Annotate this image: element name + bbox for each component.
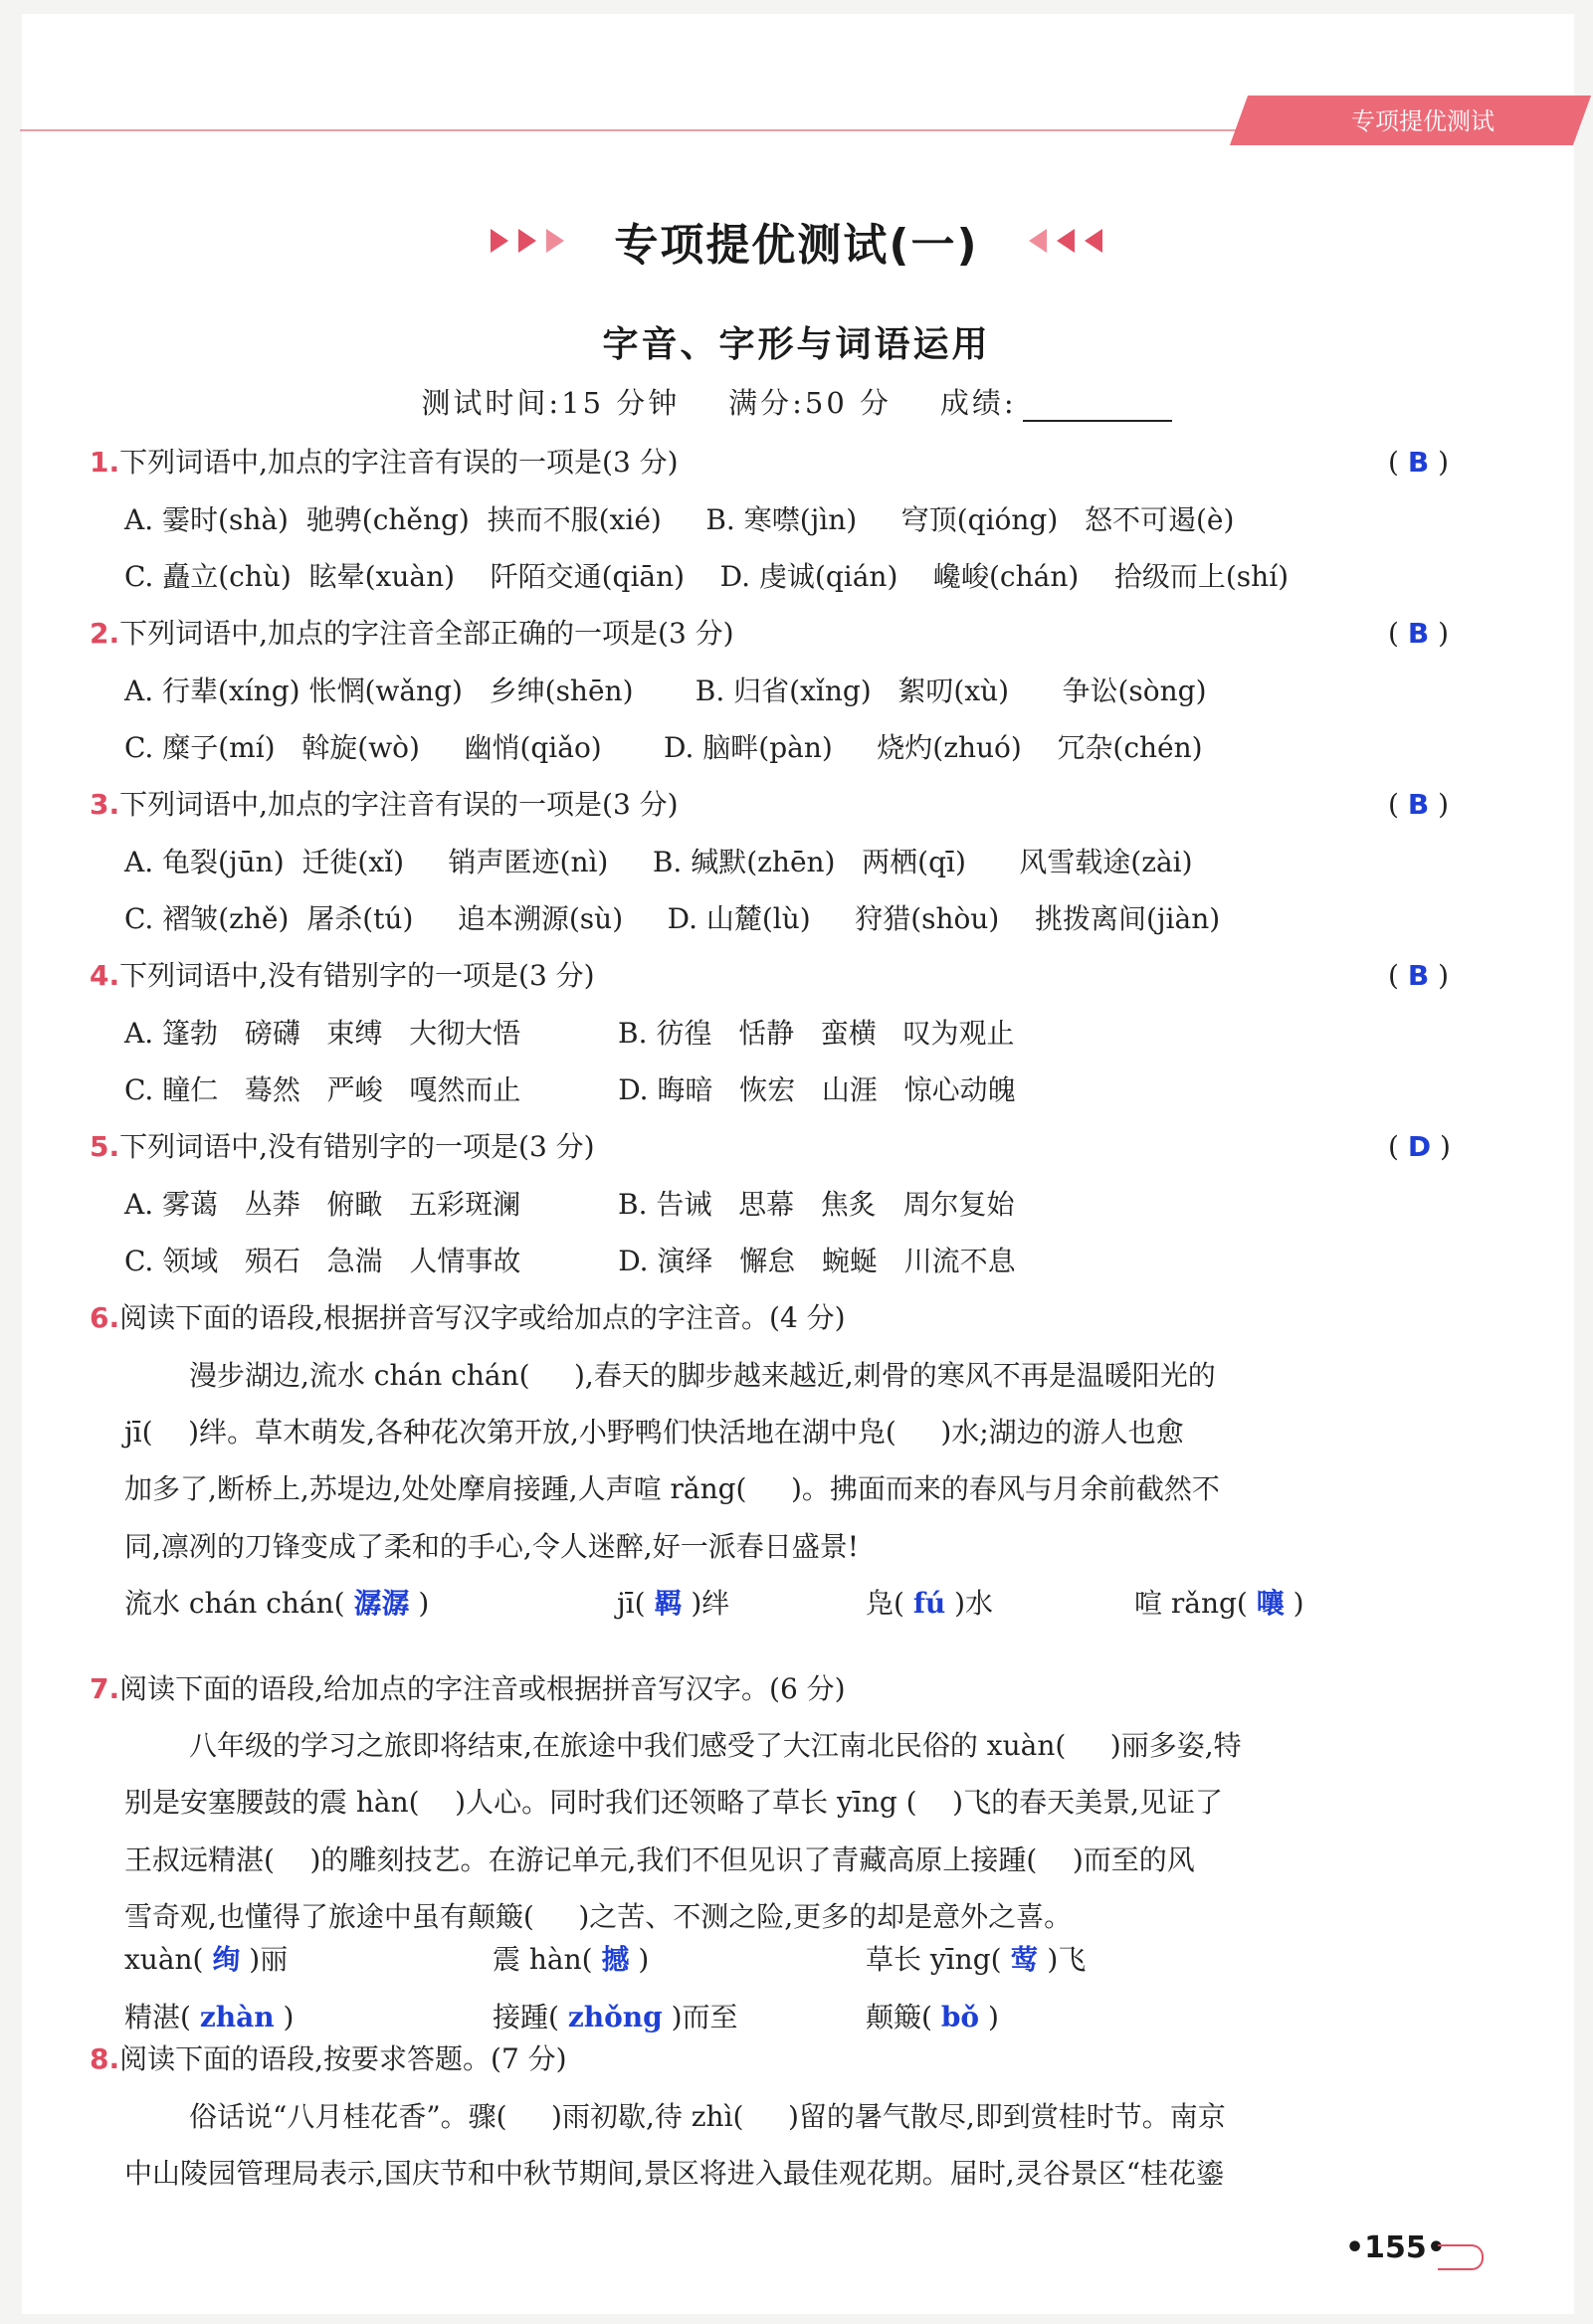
question-text: 下列词语中,没有错别字的一项是(3 分) — [119, 959, 595, 992]
question-line — [189, 1356, 1216, 1396]
header-rule — [20, 129, 1264, 131]
fill-answer: 嚷 — [1256, 1587, 1285, 1620]
answer-bracket: ( B ) — [1388, 959, 1449, 992]
question-line — [124, 557, 1289, 597]
fill-answer: bǒ — [940, 2001, 980, 2034]
question-text: C. 糜子(mí) 斡旋(wò) 幽悄(qiǎo) D. 脑畔(pàn) 烧灼(zhuó) 冗杂(chén) — [124, 731, 1203, 764]
question-number: 8. — [90, 2042, 120, 2075]
question-text: 下列词语中,加点的字注音有误的一项是(3 分) — [119, 446, 679, 479]
fill-answer-item: 精湛( zhàn ) — [124, 2001, 295, 2034]
question-line — [124, 1070, 1016, 1110]
question-text: 王叔远精湛( )的雕刻技艺。在游记单元,我们不但见识了青藏高原上接踵( )而至的风 — [124, 1843, 1195, 1876]
test-grade-label: 成绩: — [939, 386, 1017, 420]
question-stem — [90, 2039, 567, 2079]
question-stem — [90, 1298, 846, 1338]
question-line — [189, 2097, 1226, 2137]
arrow-left-icon — [1029, 229, 1047, 253]
page-number: •155• — [1345, 2230, 1446, 2265]
question-number: 3. — [90, 788, 120, 821]
question-line — [124, 1469, 1220, 1509]
question-number: 5. — [90, 1130, 120, 1163]
arrow-left-icon — [1085, 229, 1102, 253]
question-line — [124, 843, 1193, 882]
fill-answer: 羁 — [654, 1587, 683, 1620]
question-line — [124, 672, 1207, 711]
fill-answer: 绚 — [212, 1943, 241, 1976]
question-line — [124, 1897, 1072, 1937]
question-line — [124, 1527, 859, 1567]
grade-blank — [1023, 420, 1172, 422]
question-stem — [90, 1669, 846, 1709]
fill-answer: zhàn — [199, 2001, 275, 2034]
question-text: A. 篷勃 磅礴 束缚 大彻大悟 B. 彷徨 恬静 蛮横 叹为观止 — [124, 1017, 1015, 1050]
question-number: 7. — [90, 1672, 120, 1705]
arrow-right-icon — [491, 229, 508, 253]
page-subtitle: 字音、字形与词语运用 — [602, 324, 991, 365]
answer-bracket: ( B ) — [1388, 788, 1449, 821]
fill-answer-item: 草长 yīng( 莺 )飞 — [866, 1943, 1087, 1976]
question-line — [124, 1783, 1223, 1823]
arrow-left-icon — [1057, 229, 1075, 253]
answer-choice: B — [1407, 959, 1430, 992]
question-text: C. 瞳仁 蓦然 严峻 嘎然而止 D. 晦暗 恢宏 山涯 惊心动魄 — [124, 1073, 1016, 1106]
question-stem — [90, 956, 595, 996]
test-meta — [0, 381, 1593, 422]
answer-choice: D — [1407, 1130, 1432, 1163]
question-line — [124, 1014, 1015, 1054]
page-title: 专项提优测试(一) — [614, 220, 979, 271]
answer-choice: B — [1407, 446, 1430, 479]
fill-answer: 莺 — [1010, 1943, 1039, 1976]
question-text: 别是安塞腰鼓的震 hàn( )人心。同时我们还领略了草长 yīng ( )飞的春天美景,见证了 — [124, 1786, 1223, 1819]
question-text: jī( )绊。草木萌发,各种花次第开放,小野鸭们快活地在湖中凫( )水;湖边的游人也愈 — [124, 1416, 1184, 1449]
question-text: A. 霎时(shà) 驰骋(chěng) 挟而不服(xié) B. 寒噤(jìn) 穹顶(qióng) 怒不可遏(è) — [124, 503, 1235, 536]
fill-answer-item: 凫( fú )水 — [866, 1587, 994, 1620]
fill-answer-item: 喧 rǎng( 嚷 ) — [1134, 1587, 1304, 1620]
question-text: 雪奇观,也懂得了旅途中虽有颠簸( )之苦、不测之险,更多的却是意外之喜。 — [124, 1900, 1073, 1933]
question-text: 下列词语中,加点的字注音有误的一项是(3 分) — [119, 788, 679, 821]
question-text: C. 矗立(chù) 眩晕(xuàn) 阡陌交通(qiān) D. 虔诚(qián) 巉峻(chán) 拾级而上(shí) — [124, 560, 1290, 593]
answer-choice: B — [1407, 788, 1430, 821]
question-number: 6. — [90, 1301, 120, 1334]
arrow-right-icon — [546, 229, 564, 253]
question-line — [124, 1185, 1015, 1225]
question-line — [124, 2154, 1224, 2194]
question-text: 加多了,断桥上,苏堤边,处处摩肩接踵,人声喧 rǎng( )。拂面而来的春风与月余前截然不 — [124, 1472, 1220, 1505]
question-text: 中山陵园管理局表示,国庆节和中秋节期间,景区将进入最佳观花期。届时,灵谷景区“桂花鎏 — [124, 2157, 1225, 2190]
fill-answer: zhǒng — [567, 2001, 663, 2034]
question-number: 4. — [90, 959, 120, 992]
question-text: 八年级的学习之旅即将结束,在旅途中我们感受了大江南北民俗的 xuàn( )丽多姿,特 — [189, 1729, 1242, 1762]
question-text: 下列词语中,没有错别字的一项是(3 分) — [119, 1130, 595, 1163]
fill-answer-item: jī( 羁 )绊 — [617, 1587, 730, 1620]
answer-bracket: ( B ) — [1388, 446, 1449, 479]
fill-answer-item: xuàn( 绚 )丽 — [124, 1943, 289, 1976]
test-score: 满分:50 分 — [728, 386, 892, 420]
question-line — [124, 500, 1234, 540]
title-row — [0, 209, 1593, 273]
question-text: C. 领域 殒石 急湍 人情事故 D. 演绎 懈怠 蜿蜒 川流不息 — [124, 1245, 1016, 1277]
question-text: 下列词语中,加点的字注音全部正确的一项是(3 分) — [119, 617, 734, 650]
question-text: A. 行辈(xíng) 怅惘(wǎng) 乡绅(shēn) B. 归省(xǐng) 絮叨(xù) 争讼(sòng) — [124, 675, 1207, 707]
question-text: 阅读下面的语段,按要求答题。(7 分) — [119, 2042, 567, 2075]
test-time: 测试时间:15 分钟 — [421, 386, 681, 420]
question-stem — [90, 614, 734, 654]
question-line — [124, 899, 1220, 939]
answer-bracket: ( D ) — [1388, 1130, 1451, 1163]
fill-answer-item: 接踵( zhǒng )而至 — [493, 2001, 738, 2034]
section-tab-label: 专项提优测试 — [1351, 107, 1494, 135]
question-number: 2. — [90, 617, 120, 650]
page-number-ornament — [1438, 2244, 1484, 2270]
question-line — [124, 728, 1203, 768]
fill-answer-item: 颠簸( bǒ ) — [866, 2001, 999, 2034]
arrow-right-icon — [518, 229, 536, 253]
question-text: 俗话说“八月桂花香”。骤( )雨初歇,待 zhì( )留的暑气散尽,即到赏桂时节。南京 — [189, 2100, 1226, 2133]
question-stem — [90, 443, 679, 483]
question-line — [124, 1840, 1195, 1880]
fill-answer: 潺潺 — [353, 1587, 410, 1620]
question-text: 漫步湖边,流水 chán chán( ),春天的脚步越来越近,刺骨的寒风不再是温暖阳光的 — [189, 1359, 1216, 1392]
question-text: A. 龟裂(jūn) 迁徙(xǐ) 销声匿迹(nì) B. 缄默(zhēn) 两栖(qī) 风雪载途(zài) — [124, 846, 1193, 878]
fill-answer: fú — [912, 1587, 946, 1620]
question-line — [124, 1413, 1184, 1452]
question-text: 同,凛冽的刀锋变成了柔和的手心,令人迷醉,好一派春日盛景! — [124, 1530, 859, 1563]
answer-choice: B — [1407, 617, 1430, 650]
question-text: C. 褶皱(zhě) 屠杀(tú) 追本溯源(sù) D. 山麓(lù) 狩猎(shòu) 挑拨离间(jiàn) — [124, 902, 1221, 935]
fill-answer: 撼 — [601, 1943, 630, 1976]
fill-answer-item: 震 hàn( 撼 ) — [493, 1943, 650, 1976]
question-line — [189, 1726, 1242, 1766]
question-stem — [90, 785, 679, 825]
question-text: 阅读下面的语段,给加点的字注音或根据拼音写汉字。(6 分) — [119, 1672, 846, 1705]
question-text: 阅读下面的语段,根据拼音写汉字或给加点的字注音。(4 分) — [119, 1301, 846, 1334]
fill-answer-item: 流水 chán chán( 潺潺 ) — [124, 1587, 430, 1620]
question-text: A. 雾蔼 丛莽 俯瞰 五彩斑澜 B. 告诫 思幕 焦炙 周尔复始 — [124, 1188, 1015, 1221]
question-number: 1. — [90, 446, 120, 479]
question-line — [124, 1242, 1016, 1281]
answer-bracket: ( B ) — [1388, 617, 1449, 650]
question-stem — [90, 1127, 595, 1167]
